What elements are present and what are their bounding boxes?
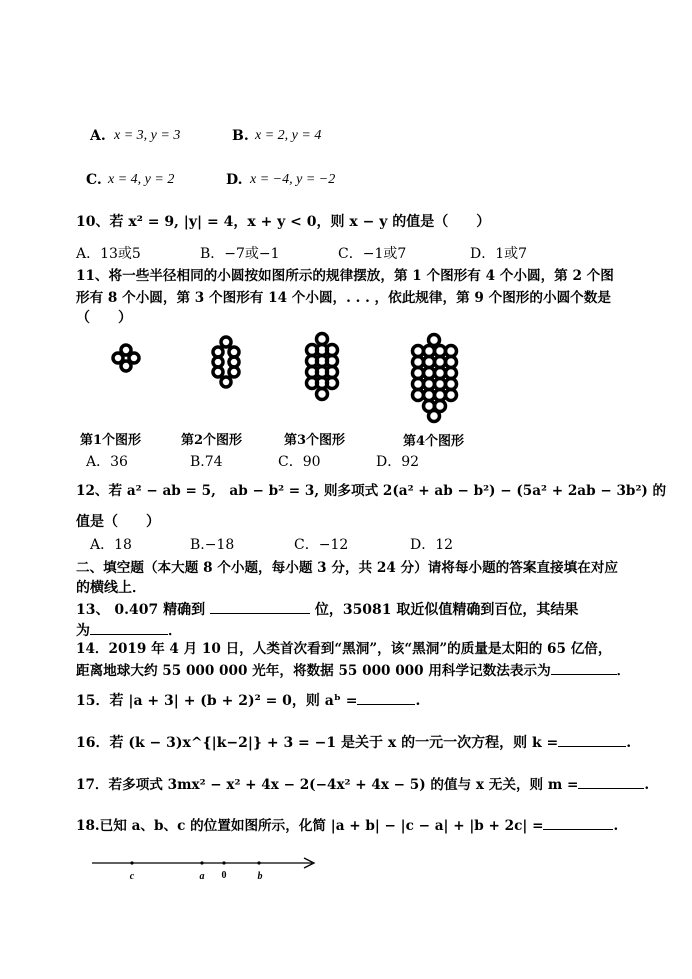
q9-option-b-label: B.	[232, 128, 249, 144]
q11-option-c: C．90	[278, 454, 321, 470]
q12-line2: 值是（ ）	[76, 514, 160, 530]
figure-2	[213, 337, 239, 387]
q11-line3: （ ）	[76, 310, 132, 326]
q13-blank-1[interactable]	[210, 601, 310, 614]
q17-end: .	[644, 777, 650, 793]
q13-text-4: ．	[168, 623, 182, 639]
q10-stem: 10、若 x² = 9, |y| = 4，x + y < 0，则 x − y 的值是（ ）	[76, 214, 491, 230]
number-line	[88, 852, 328, 884]
q16-end: .	[626, 735, 632, 751]
q17-text: 17．若多项式 3mx² − x² + 4x − 2(−4x² + 4x − 5) 的值与 x 无关，则 m =	[76, 777, 579, 793]
q9-option-d-label: D.	[226, 172, 243, 188]
q11-line1: 11、将一些半径相同的小圆按如图所示的规律摆放，第 1 个图形有 4 个小圆，第 2 个图	[76, 268, 614, 284]
q16-blank[interactable]	[558, 734, 626, 747]
figure-3-label: 第3个图形	[284, 433, 346, 448]
circle-pattern-figures	[100, 330, 520, 430]
q17	[76, 776, 649, 793]
q11-line2: 形有 8 个小圆，第 3 个图形有 14 个小圆，. . . ，依此规律，第 9 个图形的小圆个数是	[76, 290, 611, 306]
figure-2-label: 第2个图形	[181, 433, 243, 448]
q13-text-1: 13、 0.407 精确到	[76, 602, 206, 618]
q12-option-a: A．18	[90, 537, 132, 553]
q9-option-a: x = 3, y = 3	[114, 128, 181, 143]
q9-option-c-label: C.	[86, 172, 102, 188]
q9-option-a-label: A.	[90, 128, 106, 144]
q12-option-d: D．12	[410, 537, 454, 553]
point-a	[200, 861, 203, 864]
figure-1-label: 第1个图形	[80, 433, 142, 448]
q9-option-b: x = 2, y = 4	[255, 128, 322, 143]
section2-heading-line1: 二、填空题（本大题 8 个小题，每小题 3 分，共 24 分）请将每小题的答案直接填在对应	[76, 560, 619, 576]
q14-blank[interactable]	[551, 662, 617, 675]
q15	[76, 692, 420, 710]
label-zero: 0	[221, 870, 227, 881]
q15-text: 15．若 |a + 3| + (b + 2)² = 0，则 aᵇ =	[76, 693, 358, 709]
label-b: b	[257, 871, 263, 882]
q12-line1: 12、若 a² − ab = 5, ab − b² = 3, 则多项式 2(a² + ab − b²) − (5a² + 2ab − 3b²) 的	[76, 483, 667, 499]
q11-option-a: A．36	[86, 454, 128, 470]
q12-option-b: B.−18	[190, 537, 235, 553]
q10-option-d: D．1或7	[470, 246, 528, 262]
q14-text-1: 距离地球大约 55 000 000 光年，将数据 55 000 000 用科学记数法表示为	[76, 663, 551, 679]
q13-line1	[76, 601, 578, 619]
q13-line2	[76, 622, 182, 640]
q13-text-2: 位，35081 取近似值精确到百位，其结果	[314, 602, 579, 618]
q9-option-c: x = 4, y = 2	[108, 172, 175, 187]
q18-end: .	[613, 818, 619, 834]
q14-line1: 14．2019 年 4 月 10 日，人类首次看到“黑洞”，该“黑洞”的质量是太阳的 65 亿倍，	[76, 641, 612, 657]
q11-option-b: B.74	[190, 454, 223, 470]
q14-text-2: ．	[616, 663, 631, 679]
q18-text: 18.已知 a、b、c 的位置如图所示，化简 |a + b| − |c − a| + |b + 2c| =	[76, 818, 544, 834]
q16-text: 16．若 (k − 3)x^{|k−2|} + 3 = −1 是关于 x 的一元一次方程，则 k =	[76, 735, 559, 751]
q10-option-a: A．13或5	[76, 246, 141, 262]
q10-option-b: B．−7或−1	[200, 246, 280, 262]
point-zero	[222, 861, 225, 864]
q17-blank[interactable]	[578, 776, 644, 789]
q9-option-d: x = −4, y = −2	[250, 172, 336, 187]
q12-option-c: C．−12	[294, 537, 349, 553]
label-c: c	[129, 871, 135, 882]
q10-option-c: C．−1或7	[338, 246, 407, 262]
point-c	[130, 861, 133, 864]
section2-heading-line2: 的横线上．	[76, 580, 146, 596]
figure-4-label: 第4个图形	[403, 434, 465, 449]
q15-blank[interactable]	[357, 692, 415, 705]
figure-1	[113, 345, 139, 371]
q11-option-d: D．92	[376, 454, 420, 470]
q14-line2	[76, 662, 630, 679]
point-b	[257, 861, 260, 864]
q13-text-3: 为	[76, 623, 90, 639]
q16	[76, 734, 631, 752]
q13-blank-2[interactable]	[90, 622, 168, 635]
q15-end: .	[415, 693, 421, 709]
figure-4	[413, 335, 457, 422]
label-a: a	[199, 871, 205, 882]
q18	[76, 817, 618, 834]
q18-blank[interactable]	[543, 817, 613, 830]
figure-3	[307, 334, 338, 400]
